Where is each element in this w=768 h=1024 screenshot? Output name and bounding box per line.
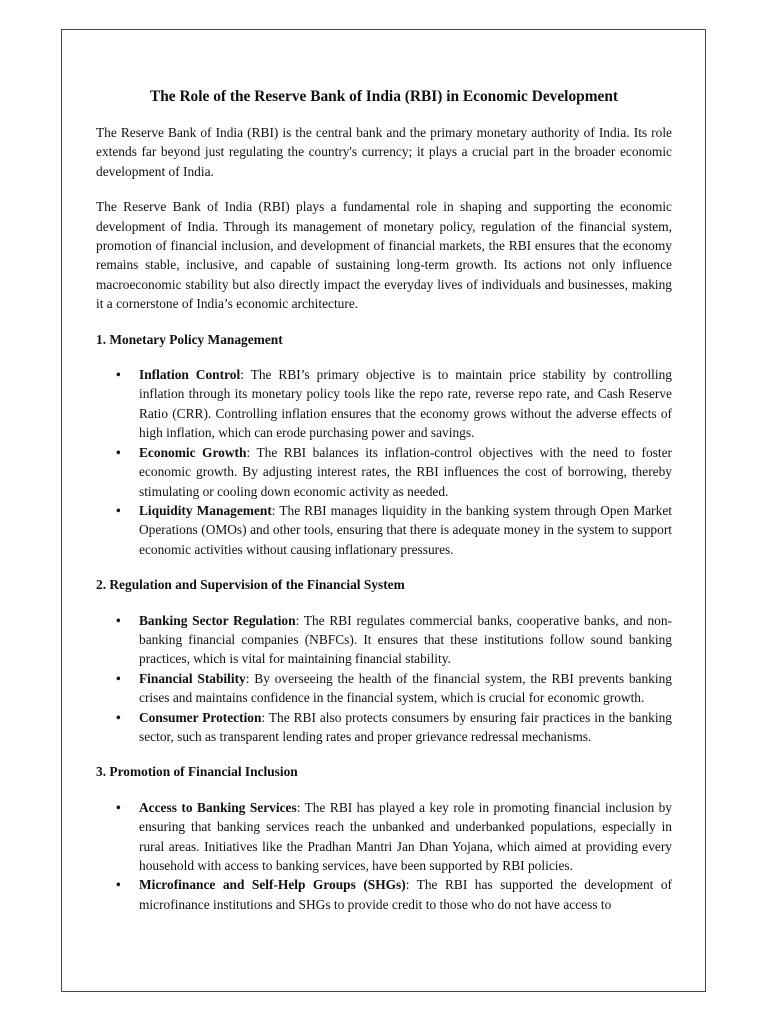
item-text: : The RBI’s primary objective is to maintain price stability by controlling inflation through its monetary policy tools like the repo rate, reverse repo rate, and Cash Reserve Ratio (CRR). Controlling inflation ensures that the economy grows without the adverse effects of high inflation, which can erode purchasing power and savings. bbox=[139, 367, 672, 441]
document-page bbox=[61, 29, 706, 992]
list-item bbox=[96, 875, 672, 914]
bullet-list bbox=[96, 365, 672, 559]
bullet-icon: • bbox=[116, 444, 121, 460]
item-text: : The RBI manages liquidity in the banking system through Open Market Operations (OMOs) and other tools, ensuring that there is adequate money in the system to support economic activities without causing inflationary pressures. bbox=[139, 502, 672, 557]
list-item bbox=[96, 443, 672, 501]
document-content bbox=[96, 87, 672, 930]
section-heading: 3. Promotion of Financial Inclusion bbox=[96, 764, 298, 780]
bullet-icon: • bbox=[116, 612, 121, 628]
item-text: : By overseeing the health of the financial system, the RBI prevents banking crises and maintains confidence in the financial system, which is crucial for economic growth. bbox=[139, 670, 672, 706]
intro-paragraph: The Reserve Bank of India (RBI) is the central bank and the primary monetary authority of India. Its role extends far beyond just regulating the country's currency; it plays a crucial part in the broader economic development of India. bbox=[96, 125, 672, 179]
bullet-icon: • bbox=[116, 670, 121, 686]
item-text: : The RBI regulates commercial banks, cooperative banks, and non-banking financial companies (NBFCs). It ensures that these institutions follow sound banking practices, which is vital for maintaining financial stability. bbox=[139, 612, 672, 667]
item-term: Liquidity Management bbox=[139, 502, 272, 518]
item-text: : The RBI balances its inflation-control objectives with the need to foster economic growth. By adjusting interest rates, the RBI influences the cost of borrowing, thereby stimulating or cooling down economic activity as needed. bbox=[139, 444, 672, 499]
item-text: : The RBI has played a key role in promoting financial inclusion by ensuring that banking services reach the unbanked and underbanked populations, especially in rural areas. Initiatives like the Pradhan Mantri Jan Dhan Yojana, which aimed at providing every household with access to banking services, have been supported by RBI policies. bbox=[139, 799, 672, 873]
item-term: Consumer Protection bbox=[139, 709, 262, 725]
list-item bbox=[96, 669, 672, 708]
item-term: Financial Stability bbox=[139, 670, 246, 686]
intro-paragraph: The Reserve Bank of India (RBI) plays a fundamental role in shaping and supporting the economic development of India. Through its management of monetary policy, regulation of the financial system, promotion of financial inclusion, and development of financial markets, the RBI ensures that the economy remains stable, inclusive, and capable of sustaining long-term growth. Its actions not only influence macroeconomic stability but also directly impact the everyday lives of individuals and businesses, making it a cornerstone of India’s economic architecture. bbox=[96, 199, 672, 312]
item-term: Microfinance and Self-Help Groups (SHGs) bbox=[139, 877, 406, 893]
list-item bbox=[96, 611, 672, 669]
bullet-list bbox=[96, 798, 672, 914]
item-term: Banking Sector Regulation bbox=[139, 612, 296, 628]
bullet-list bbox=[96, 611, 672, 747]
item-term: Economic Growth bbox=[139, 444, 247, 460]
bullet-icon: • bbox=[116, 799, 121, 815]
bullet-icon: • bbox=[116, 877, 121, 893]
list-item bbox=[96, 501, 672, 559]
item-text: : The RBI also protects consumers by ensuring fair practices in the banking sector, such as transparent lending rates and proper grievance redressal mechanisms. bbox=[139, 709, 672, 744]
document-title: The Role of the Reserve Bank of India (RBI) in Economic Development bbox=[149, 88, 619, 105]
item-term: Inflation Control bbox=[139, 367, 241, 383]
bullet-icon: • bbox=[116, 709, 121, 725]
list-item bbox=[96, 365, 672, 443]
section-heading: 1. Monetary Policy Management bbox=[96, 331, 283, 347]
bullet-icon: • bbox=[116, 367, 121, 383]
item-text: : The RBI has supported the development of microfinance institutions and SHGs to provide credit to those who do not have access to bbox=[139, 877, 673, 912]
list-item bbox=[96, 708, 672, 747]
item-term: Access to Banking Services bbox=[139, 799, 297, 815]
bullet-icon: • bbox=[116, 502, 121, 518]
list-item bbox=[96, 798, 672, 876]
section-heading: 2. Regulation and Supervision of the Financial System bbox=[96, 577, 405, 593]
